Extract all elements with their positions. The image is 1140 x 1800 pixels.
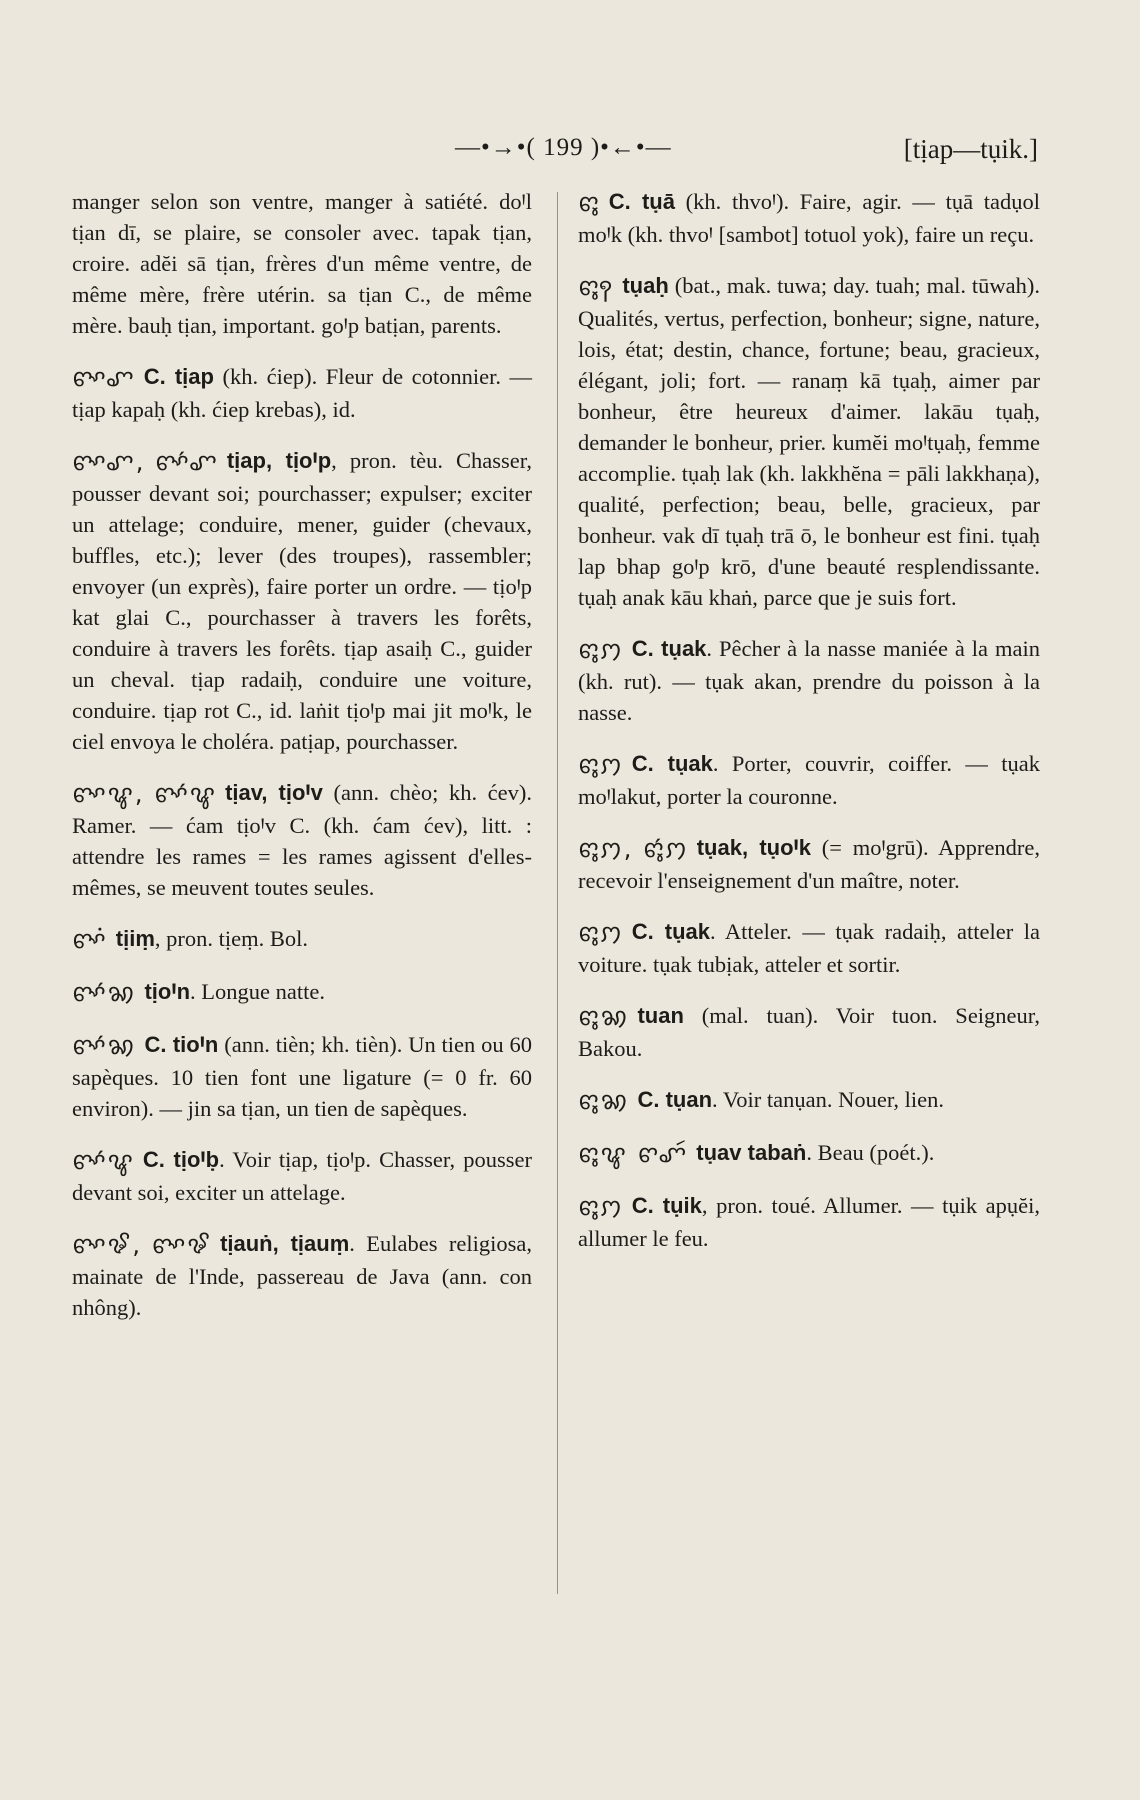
headword: tụaḥ [622, 273, 669, 298]
dictionary-entry [578, 1190, 1040, 1254]
headword: C. tụak [631, 636, 707, 661]
definition: , pron. toué. Allumer. — tụik apụĕi, allumer le feu. [578, 1193, 1040, 1251]
cham-script-glyph: ꨓꨳꨚ [72, 364, 136, 392]
cham-script-glyph: ꨓꨶꩀ [578, 636, 624, 664]
dictionary-entry [578, 916, 1040, 980]
dictionary-entry [578, 186, 1040, 250]
headword: tịav, tịoꞋv [225, 780, 323, 805]
cham-script-glyph: ꨓꨶꩀ [578, 919, 624, 947]
dictionary-entry [72, 1144, 532, 1208]
dictionary-entry [72, 976, 532, 1009]
cham-script-glyph: ꨓꨳꨚ, ꨓꨳ́ꨚ [72, 448, 219, 476]
cham-script-glyph: ꨓꨶꩀ [578, 1193, 624, 1221]
headword: tịiṃ [115, 926, 155, 951]
headword: C. tịoꞋḅ [142, 1147, 220, 1172]
headword: tuan [637, 1003, 684, 1028]
cham-script-glyph: ꨓꨶ [578, 189, 601, 217]
definition: . Voir tịap, tịoꞋp. Chasser, pousser devant soi, exciter un attelage. [72, 1147, 532, 1205]
definition: (= moꞋgrū). Apprendre, recevoir l'enseignement d'un maître, noter. [578, 835, 1040, 893]
dictionary-entry [578, 1000, 1040, 1064]
cham-script-glyph: ꨓꨶꩀ [578, 751, 624, 779]
cham-script-glyph: ꨓꨶꩆ [578, 1003, 630, 1031]
dictionary-entry [578, 1084, 1040, 1117]
cham-script-glyph: ꨓꨳꩌ [72, 926, 108, 954]
headword: C. tụik [631, 1193, 702, 1218]
definition: (kh. ćiep). Fleur de cotonnier. — tịap kapaḥ (kh. ćiep krebas), id. [72, 364, 533, 422]
headword: C. tụak [631, 751, 713, 776]
headword: C. tụan [637, 1087, 713, 1112]
dictionary-entry [578, 1137, 1040, 1170]
headword: C. tioꞋn [144, 1032, 219, 1057]
headword: C. tụak [631, 919, 711, 944]
headword: tụav tabaṅ [696, 1140, 807, 1165]
dictionary-entry [72, 1029, 532, 1124]
definition: (mal. tuan). Voir tuon. Seigneur, Bakou. [578, 1003, 1041, 1061]
right-column [578, 186, 1040, 1274]
running-head: [tịap—tụik.] [903, 134, 1038, 164]
page-header [0, 134, 1140, 174]
definition: . Pêcher à la nasse maniée à la main (kh. rut). — tụak akan, prendre du poisson à la nasse. [578, 636, 1040, 725]
definition: . Atteler. — tụak radaiḥ, atteler la voiture. tụak tubịak, atteler et sortir. [578, 919, 1040, 977]
headword: tịoꞋn [144, 979, 191, 1004]
cham-script-glyph: ꨓꨶꨥ ꨓꨚꩃ [578, 1140, 689, 1168]
definition: . Beau (poét.). [806, 1140, 935, 1165]
dictionary-entry [72, 923, 532, 956]
cham-script-glyph: ꨓꨶꩀ, ꨓꨶ́ꩀ [578, 835, 689, 863]
definition: . Voir tanụan. Nouer, lien. [712, 1087, 945, 1112]
dictionary-entry [72, 361, 532, 425]
dictionary-entry [578, 832, 1040, 896]
dictionary-entry [578, 270, 1040, 613]
definition: . Eulabes religiosa, mainate de l'Inde, passereau de Java (ann. con nhông). [72, 1231, 533, 1320]
dictionary-entry [578, 748, 1040, 812]
definition: , pron. tèu. Chasser, pousser devant soi; pourchasser; expulser; exciter un attelage; conduire, mener, guider (chevaux, buffles, etc.); lever (des troupes), rassembler; envoyer (un exprès), faire porter un ordre. — tịoꞋp kat glai C., pourchasser à travers les forêts, conduire à travers les forêts. tịap asaiḥ C., guider un cheval. tịap radaiḥ, conduire une voiture, conduire. tịap rot C., id. laṅit tịoꞋp mai jit moꞋk, le ciel envoya le choléra. patịap, pourchasser. [72, 448, 532, 754]
cham-script-glyph: ꨓꨳꨥ, ꨓꨳ́ꨥ [72, 780, 218, 808]
continuation-text: manger selon son ventre, manger à satiété. doꞋl tịan dī, se plaire, se consoler avec. tapak tịan, croire. adĕi sā tịan, frères d'un même ventre, de même mère, frère utérin. sa tịan C., de même mère. bauḥ tịan, important. goꞋp batịan, parents. [72, 189, 532, 338]
cham-script-glyph: ꨓꨳ́ꩆ [72, 1032, 137, 1060]
dictionary-entry [72, 445, 532, 757]
dictionary-entry [578, 633, 1040, 728]
cham-script-glyph: ꨓꨶꩆ [578, 1087, 630, 1115]
column-divider [557, 192, 558, 1594]
page-number: —•→•( 199 )•←•— [455, 134, 672, 161]
headword: C. tịap [143, 364, 214, 389]
cham-script-glyph: ꨓꨳꨃ, ꨓꨳꨃ [72, 1231, 213, 1259]
definition: , pron. tịeṃ. Bol. [154, 926, 309, 951]
definition: (bat., mak. tuwa; day. tuah; mal. tūwah). Qualités, vertus, perfection, bonheur; signe, nature, lois, état; destin, chance, fortune; beau, gracieux, élégant, joli; fort. — ranaṃ kā tụaḥ, aimer par bonheur, être heureux d'aimer. lakāu tụaḥ, demander le bonheur, prier. kumĕi moꞋtụaḥ, femme accomplie. tụaḥ lak (kh. lakkhĕna = pāli lakkhaṇa), qualité, perfection; beau, belle, gracieux, par bonheur. vak dī tụaḥ trā ō, le bonheur est fini. tụaḥ lap bhap goꞋp krō, d'une beauté resplendissante. tụaḥ anak kāu khaṅ, parce que je suis fort. [578, 273, 1040, 610]
definition: (kh. thvoꞋ). Faire, agir. — tụā tadụol moꞋk (kh. thvoꞋ [sambot] totuol yok), faire un reçu. [578, 189, 1040, 247]
headword: tịap, tịoꞋp [226, 448, 332, 473]
definition: (ann. chèo; kh. ćev). Ramer. — ćam tịoꞋv C. (kh. ćam ćev), litt. : attendre les rames = les rames agissent d'elles-mêmes, se meuvent toutes seules. [72, 780, 533, 900]
cham-script-glyph: ꨓꨶꩍ [578, 273, 615, 301]
headword: tịauṅ, tịauṃ [220, 1231, 350, 1256]
definition: . Porter, couvrir, coiffer. — tụak moꞋlakut, porter la couronne. [578, 751, 1040, 809]
cham-script-glyph: ꨓꨳ́ꨥ [72, 1147, 135, 1175]
dictionary-entry [72, 1228, 532, 1323]
definition: . Longue natte. [190, 979, 325, 1004]
headword: C. tụā [608, 189, 675, 214]
definition: (ann. tièn; kh. tièn). Un tien ou 60 sapèques. 10 tien font une ligature (= 0 fr. 60 environ). — jin sa tịan, un tien de sapèques. [72, 1032, 532, 1121]
headword: tụak, tụoꞋk [696, 835, 812, 860]
dictionary-entry [72, 777, 532, 903]
cham-script-glyph: ꨓꨳ́ꩆ [72, 979, 137, 1007]
left-column [72, 186, 532, 1343]
